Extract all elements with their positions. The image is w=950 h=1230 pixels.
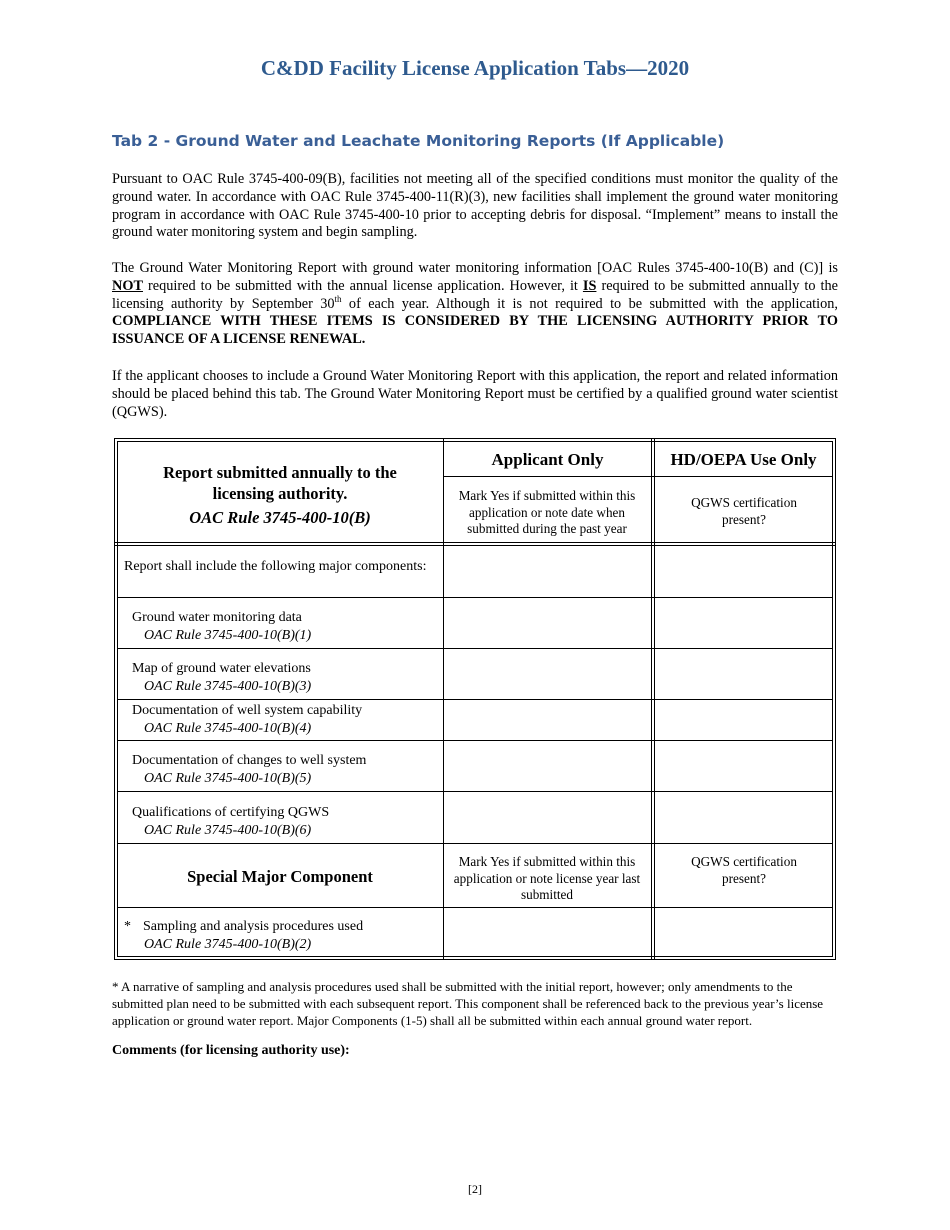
special-component-row bbox=[124, 918, 442, 954]
intro-paragraph: Pursuant to OAC Rule 3745-400-09(B), facilities not meeting all of the specified conditions must monitor the quality of the ground water. In accordance with OAC Rule 3745-400-11(R)(3), new facilities shall implement the ground water monitoring program in accordance with OAC Rule 3745-400-10 prior to accepting debris for disposal. “Implement” means to install the ground water monitoring system and begin sampling. bbox=[112, 171, 838, 241]
component-rule: OAC Rule 3745-400-10(B)(3) bbox=[144, 679, 312, 694]
header-rule: OAC Rule 3745-400-10(B) bbox=[189, 508, 371, 527]
tab-heading: Tab 2 - Ground Water and Leachate Monitoring Reports (If Applicable) bbox=[112, 132, 725, 150]
applicant-note: Mark Yes if submitted within this application or note date when submitted during the past year bbox=[458, 488, 636, 536]
component-row bbox=[132, 804, 437, 840]
monitoring-report-table bbox=[114, 438, 836, 960]
para2-text-c: required to be submitted annually to the licensing authority by September 30 bbox=[112, 277, 838, 312]
para2-not: NOT bbox=[112, 277, 143, 294]
qgws-note: QGWS certification present? bbox=[691, 495, 797, 527]
component-label: Ground water monitoring data bbox=[132, 610, 302, 625]
component-label: Documentation of changes to well system bbox=[132, 753, 367, 768]
component-rule: OAC Rule 3745-400-10(B)(1) bbox=[144, 628, 312, 643]
report-requirement-paragraph bbox=[112, 260, 838, 349]
component-label: Qualifications of certifying QGWS bbox=[132, 805, 330, 820]
para2-text-b: required to be submitted with the annual license application. However, it bbox=[142, 277, 583, 294]
page-number: [2] bbox=[468, 1182, 482, 1196]
footnote: * A narrative of sampling and analysis procedures used shall be submitted with the initial report, however; only amendments to the submitted plan need to be submitted with each subsequent report. This component shall be referenced back to the previous year’s license application or ground water report. Major Components (1-5) shall all be submitted within each annual ground water report. bbox=[112, 979, 824, 1028]
para2-sup: th bbox=[334, 293, 342, 304]
special-major-component: Special Major Component bbox=[187, 867, 373, 886]
para2-is: IS bbox=[582, 277, 597, 294]
special-component-label: Sampling and analysis procedures used bbox=[143, 919, 364, 934]
component-rule: OAC Rule 3745-400-10(B)(4) bbox=[144, 721, 312, 736]
components-intro: Report shall include the following major components: bbox=[124, 559, 427, 574]
header-applicant-only: Applicant Only bbox=[491, 450, 604, 469]
header-report-submitted: Report submitted annually to the licensing authority. OAC Rule 3745-400-10(B) bbox=[124, 462, 436, 528]
component-row bbox=[132, 752, 437, 788]
special-star: * bbox=[124, 919, 131, 934]
header-hd-oepa-only: HD/OEPA Use Only bbox=[670, 450, 817, 469]
para2-text-d: of each year. Although it is not required to be submitted with the application, bbox=[341, 295, 838, 312]
component-rule: OAC Rule 3745-400-10(B)(6) bbox=[144, 823, 312, 838]
placement-paragraph: If the applicant chooses to include a Ground Water Monitoring Report with this application, the report and related information should be placed behind this tab. The Ground Water Monitoring Report must be certified by a qualified ground water scientist (QGWS). bbox=[112, 368, 838, 420]
page-title: C&DD Facility License Application Tabs—2020 bbox=[260, 56, 690, 80]
comments-label: Comments (for licensing authority use): bbox=[112, 1043, 350, 1058]
component-label: Map of ground water elevations bbox=[132, 661, 311, 676]
component-row bbox=[132, 660, 437, 696]
special-applicant-note: Mark Yes if submitted within this application or note license year last submitted bbox=[453, 854, 641, 902]
component-row bbox=[132, 702, 437, 738]
component-rule: OAC Rule 3745-400-10(B)(5) bbox=[144, 771, 312, 786]
special-qgws-note: QGWS certification present? bbox=[691, 854, 797, 886]
component-label: Documentation of well system capability bbox=[132, 703, 363, 718]
special-component-rule: OAC Rule 3745-400-10(B)(2) bbox=[144, 937, 312, 952]
para2-compliance-notice: COMPLIANCE WITH THESE ITEMS IS CONSIDERED BY THE LICENSING AUTHORITY PRIOR TO ISSUANCE OF A LICENSE RENEWAL. bbox=[112, 313, 838, 348]
component-row bbox=[132, 609, 437, 645]
para2-text-a: The Ground Water Monitoring Report with ground water monitoring information [OAC Rules 3745-400-10(B) and (C)] is bbox=[112, 260, 838, 276]
